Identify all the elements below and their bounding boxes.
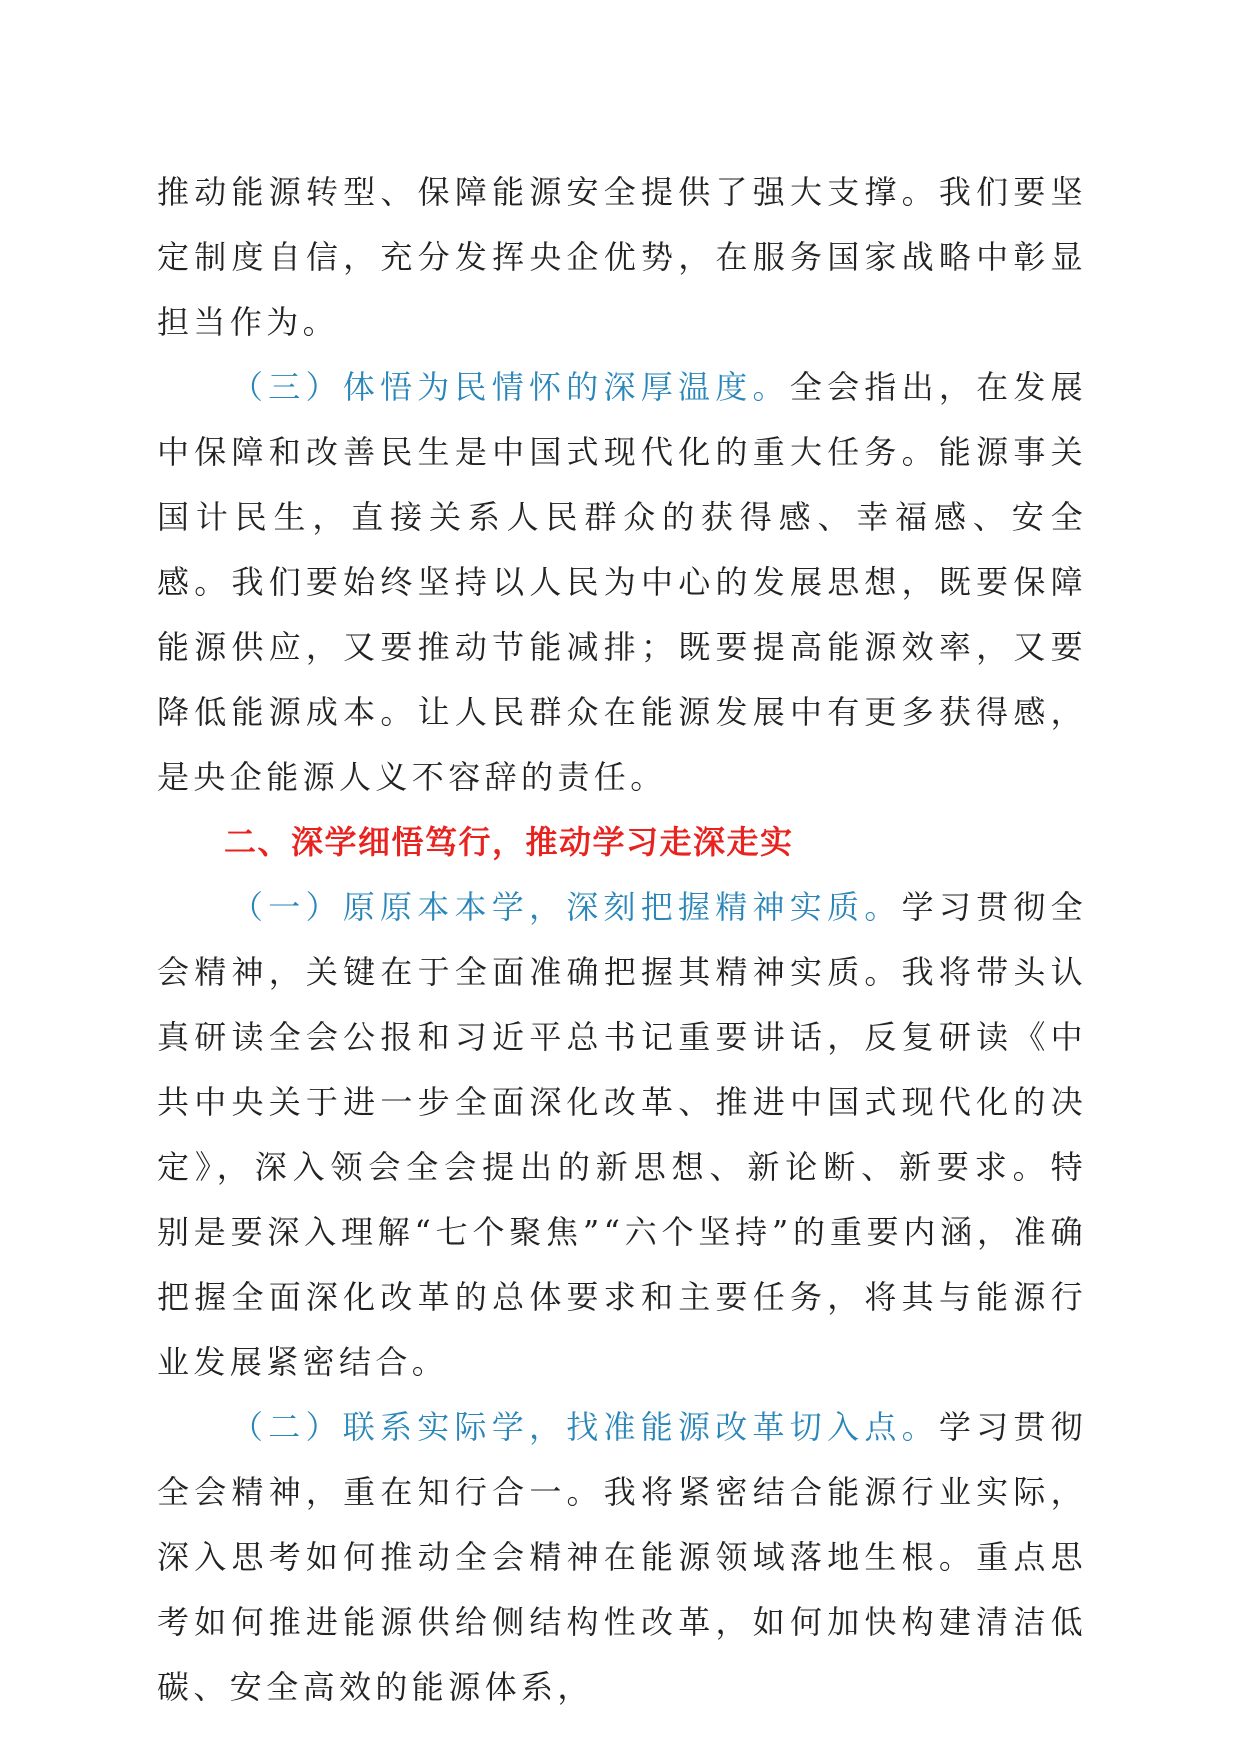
subsection-body-2: 学习贯彻全会精神，重在知行合一。我将紧密结合能源行业实际，深入思考如何推动全会精神在能源领域落地生根。重点思考如何推进能源供给侧结构性改革，如何加快构建清洁低碳、安全高效的能源体系， [157, 1408, 1087, 1706]
subsection-body-1: 学习贯彻全会精神，关键在于全面准确把握其精神实质。我将带头认真研读全会公报和习近平总书记重要讲话，反复研读《中共中央关于进一步全面深化改革、推进中国式现代化的决定》，深入领会全会提出的新思想、新论断、新要求。特别是要深入理解“七个聚焦”“六个坚持”的重要内涵，准确把握全面深化改革的总体要求和主要任务，将其与能源行业发展紧密结合。 [157, 888, 1087, 1381]
paragraph-subsection-2 [157, 1395, 1087, 1720]
paragraph-subsection-3 [157, 355, 1087, 810]
subsection-body-3: 全会指出，在发展中保障和改善民生是中国式现代化的重大任务。能源事关国计民生，直接关系人民群众的获得感、幸福感、安全感。我们要始终坚持以人民为中心的发展思想，既要保障能源供应，又要推动节能减排；既要提高能源效率，又要降低能源成本。让人民群众在能源发展中有更多获得感，是央企能源人义不容辞的责任。 [157, 368, 1087, 796]
paragraph-subsection-1 [157, 875, 1087, 1395]
paragraph-continuation: 推动能源转型、保障能源安全提供了强大支撑。我们要坚定制度自信，充分发挥央企优势，在服务国家战略中彰显担当作为。 [157, 173, 1087, 341]
subsection-heading-3: （三）体悟为民情怀的深厚温度。 [231, 368, 790, 406]
subsection-heading-1: （一）原原本本学，深刻把握精神实质。 [231, 888, 902, 926]
document-body [157, 160, 1087, 1720]
section-heading-2: 二、深学细悟笃行，推动学习走深走实 [224, 823, 794, 861]
subsection-heading-2: （二）联系实际学，找准能源改革切入点。 [231, 1408, 939, 1446]
